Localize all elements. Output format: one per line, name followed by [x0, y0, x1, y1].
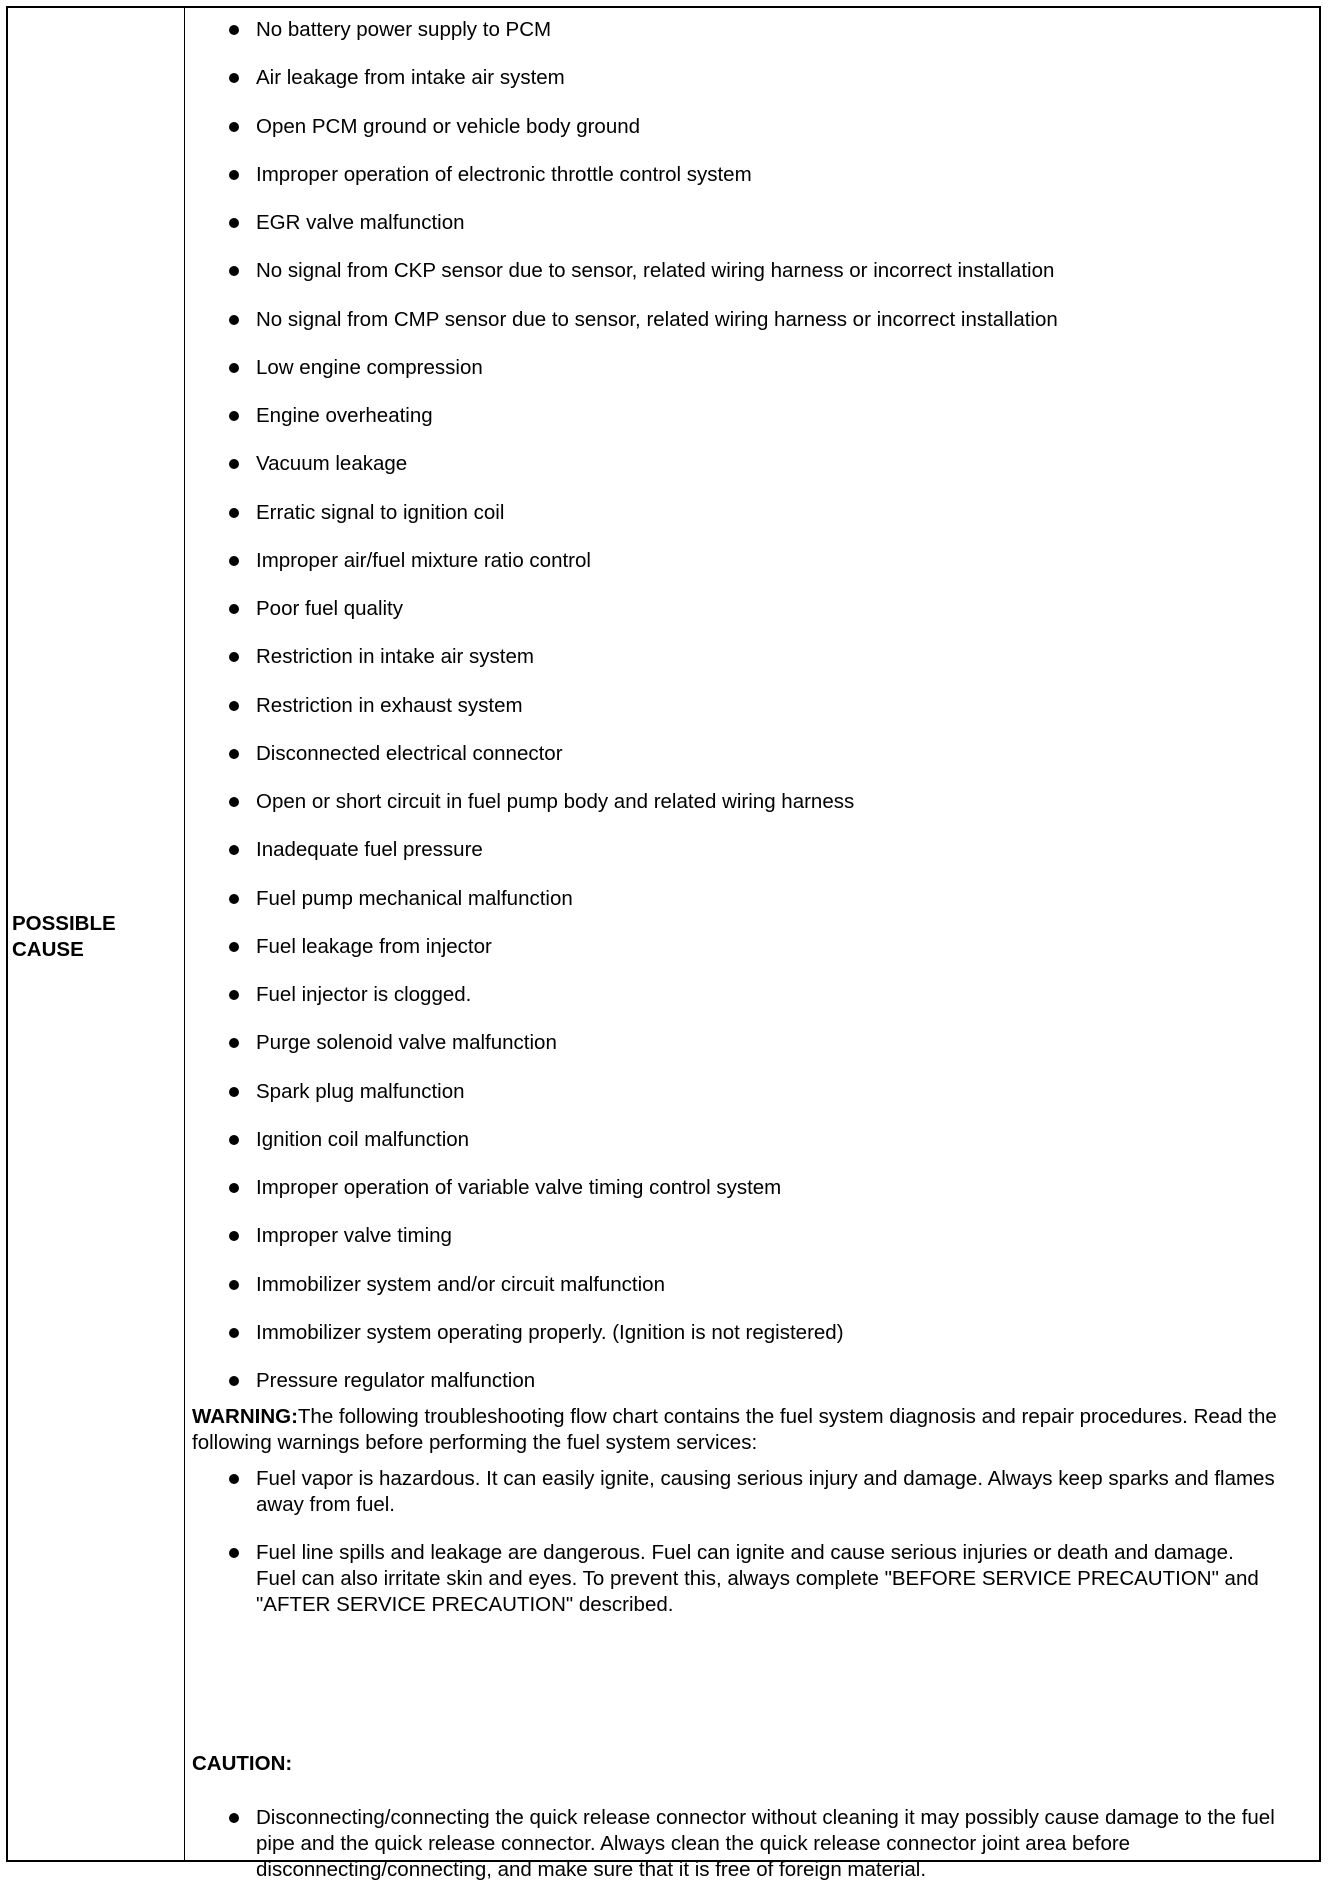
bullet-icon: [229, 701, 239, 711]
cause-text: Inadequate fuel pressure: [256, 838, 483, 862]
cause-text: Engine overheating: [256, 404, 433, 427]
bullet-icon: [229, 1038, 239, 1048]
caution-label: CAUTION:: [192, 1752, 293, 1775]
bullet-icon: [229, 797, 239, 807]
cause-text: Immobilizer system operating properly. (Ignition is not registered): [256, 1320, 844, 1344]
bullet-icon: [229, 122, 239, 132]
bullet-icon: [229, 845, 239, 855]
cause-text: No signal from CMP sensor due to sensor, related wiring harness or incorrect installation: [256, 307, 1058, 331]
bullet-icon: [229, 1474, 239, 1484]
bullet-icon: [229, 411, 239, 421]
bullet-icon: [229, 1087, 239, 1097]
bullet-icon: [229, 218, 239, 228]
cause-text: Low engine compression: [256, 355, 483, 379]
cause-text: Disconnected electrical connector: [256, 741, 563, 765]
bullet-icon: [229, 1280, 239, 1290]
bullet-icon: [229, 1231, 239, 1241]
cause-text: Poor fuel quality: [256, 597, 404, 620]
warning-item-text: Fuel line spills and leakage are dangerous. Fuel can ignite and cause serious injuries or death and damage. Fuel can also irritate skin and eyes. To prevent this, always complete "BEFORE SERVICE PRECAUTION" and "AFTER SERVICE PRECAUTION" described.: [256, 1541, 1259, 1616]
label-line-1: POSSIBLE: [12, 912, 116, 935]
warning-item: [186, 1466, 1316, 1518]
warning-label: WARNING:: [192, 1405, 298, 1428]
bullet-icon: [229, 363, 239, 373]
cause-text: Fuel leakage from injector: [256, 934, 492, 958]
possible-cause-table: [6, 6, 1321, 1881]
warning-paragraph: [192, 1404, 1322, 1456]
label-line-2: CAUSE: [12, 938, 84, 961]
bullet-icon: [229, 894, 239, 904]
bullet-icon: [229, 942, 239, 952]
bullet-icon: [229, 170, 239, 180]
bullet-icon: [229, 1135, 239, 1145]
cause-text: Spark plug malfunction: [256, 1079, 465, 1103]
possible-cause-label: [12, 911, 177, 963]
bullet-icon: [229, 73, 239, 83]
cause-text: EGR valve malfunction: [256, 211, 465, 234]
cause-text: Open or short circuit in fuel pump body and related wiring harness: [256, 790, 855, 813]
cause-text: Fuel injector is clogged.: [256, 983, 472, 1006]
bullet-icon: [229, 266, 239, 276]
cause-text: Air leakage from intake air system: [256, 66, 565, 90]
warning-item-text: Fuel vapor is hazardous. It can easily ignite, causing serious injury and damage. Always keep sparks and flames away from fuel.: [256, 1467, 1275, 1516]
bullet-icon: [229, 1183, 239, 1193]
bullet-icon: [229, 749, 239, 759]
cause-text: Improper air/fuel mixture ratio control: [256, 548, 591, 572]
bullet-icon: [229, 556, 239, 566]
column-divider: [184, 8, 185, 1860]
bullet-icon: [229, 25, 239, 35]
bullet-icon: [229, 652, 239, 662]
cause-text: Immobilizer system and/or circuit malfunction: [256, 1272, 665, 1296]
cause-text: Restriction in exhaust system: [256, 693, 523, 717]
cause-text: Ignition coil malfunction: [256, 1127, 470, 1151]
caution-item-text: Disconnecting/connecting the quick release connector without cleaning it may possibly cause damage to the fuel pipe and the quick release connector. Always clean the quick release connector joint area before disconnecting/connecting, and make sure that it is free of foreign material.: [256, 1806, 1275, 1881]
cause-text: Improper valve timing: [256, 1224, 452, 1248]
cause-text: Restriction in intake air system: [256, 645, 534, 669]
warning-item: [186, 1540, 1316, 1618]
bullet-icon: [229, 1548, 239, 1558]
cause-text: Fuel pump mechanical malfunction: [256, 886, 573, 910]
bullet-icon: [229, 508, 239, 518]
bullet-icon: [229, 990, 239, 1000]
cause-text: Improper operation of electronic throttle control system: [256, 162, 752, 186]
bullet-icon: [229, 604, 239, 614]
cause-text: Pressure regulator malfunction: [256, 1369, 536, 1392]
cause-text: Vacuum leakage: [256, 452, 408, 476]
cause-text: Improper operation of variable valve timing control system: [256, 1176, 782, 1199]
bullet-icon: [229, 1813, 239, 1823]
caution-item: [186, 1805, 1316, 1883]
bullet-icon: [229, 315, 239, 325]
bullet-icon: [229, 1376, 239, 1386]
cause-text: Purge solenoid valve malfunction: [256, 1031, 557, 1055]
cause-text: No battery power supply to PCM: [256, 18, 552, 41]
cause-text: Erratic signal to ignition coil: [256, 500, 505, 524]
cause-text: No signal from CKP sensor due to sensor, related wiring harness or incorrect installation: [256, 259, 1055, 283]
bullet-icon: [229, 1328, 239, 1338]
bullet-icon: [229, 459, 239, 469]
cause-text: Open PCM ground or vehicle body ground: [256, 114, 641, 138]
warning-text: The following troubleshooting flow chart contains the fuel system diagnosis and repair procedures. Read the following warnings before performing the fuel system services:: [192, 1405, 1277, 1454]
